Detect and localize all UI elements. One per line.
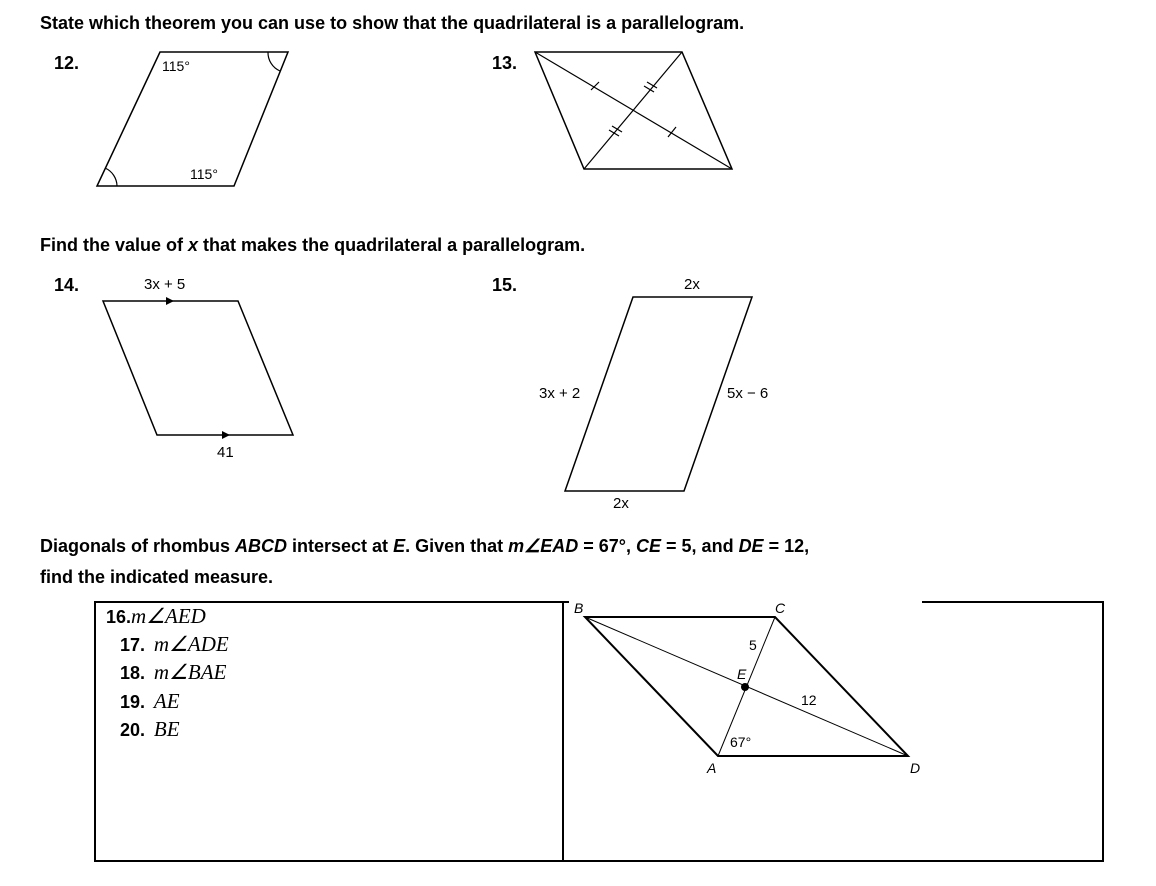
- segment-de-label: 12: [801, 692, 817, 708]
- question-16: 16.m∠AED: [106, 604, 206, 628]
- vertex-b-label: B: [574, 600, 584, 616]
- section2-instruction: Find the value of x that makes the quadrilateral a parallelogram.: [40, 235, 586, 255]
- q15-left-label: 3x + 2: [539, 385, 581, 402]
- segment-ce-label: 5: [749, 637, 757, 653]
- q15-bottom-label: 2x: [613, 495, 629, 512]
- section1-instruction: State which theorem you can use to show that the quadrilateral is a parallelogram.: [40, 13, 745, 33]
- question-17: 17. m∠ADE: [120, 632, 229, 656]
- section3-instruction-line1: Diagonals of rhombus ABCD intersect at E. Given that m∠EAD = 67°, CE = 5, and DE = 12,: [40, 536, 810, 556]
- q13-number: 13.: [492, 53, 518, 73]
- q15-right-label: 5x − 6: [727, 385, 769, 402]
- q14-bottom-label: 41: [217, 444, 234, 461]
- q15-number: 15.: [492, 275, 518, 295]
- question-20: 20. BE: [120, 717, 180, 741]
- vertex-d-label: D: [910, 760, 921, 776]
- q14-number: 14.: [54, 275, 80, 295]
- angle-ead-label: 67°: [730, 734, 752, 750]
- question-18: 18. m∠BAE: [120, 660, 227, 684]
- q15-top-label: 2x: [684, 276, 700, 293]
- point-e-dot: [741, 683, 749, 691]
- section3-instruction-line2: find the indicated measure.: [40, 567, 274, 587]
- q12-angle-bottom-label: 115°: [190, 166, 218, 182]
- q14-top-label: 3x + 5: [144, 276, 186, 293]
- question-19: 19. AE: [120, 689, 180, 713]
- vertex-a-label: A: [707, 760, 717, 776]
- q12-number: 12.: [54, 53, 80, 73]
- q12-angle-top-label: 115°: [162, 58, 190, 74]
- point-e-label: E: [737, 666, 747, 682]
- vertex-c-label: C: [775, 600, 786, 616]
